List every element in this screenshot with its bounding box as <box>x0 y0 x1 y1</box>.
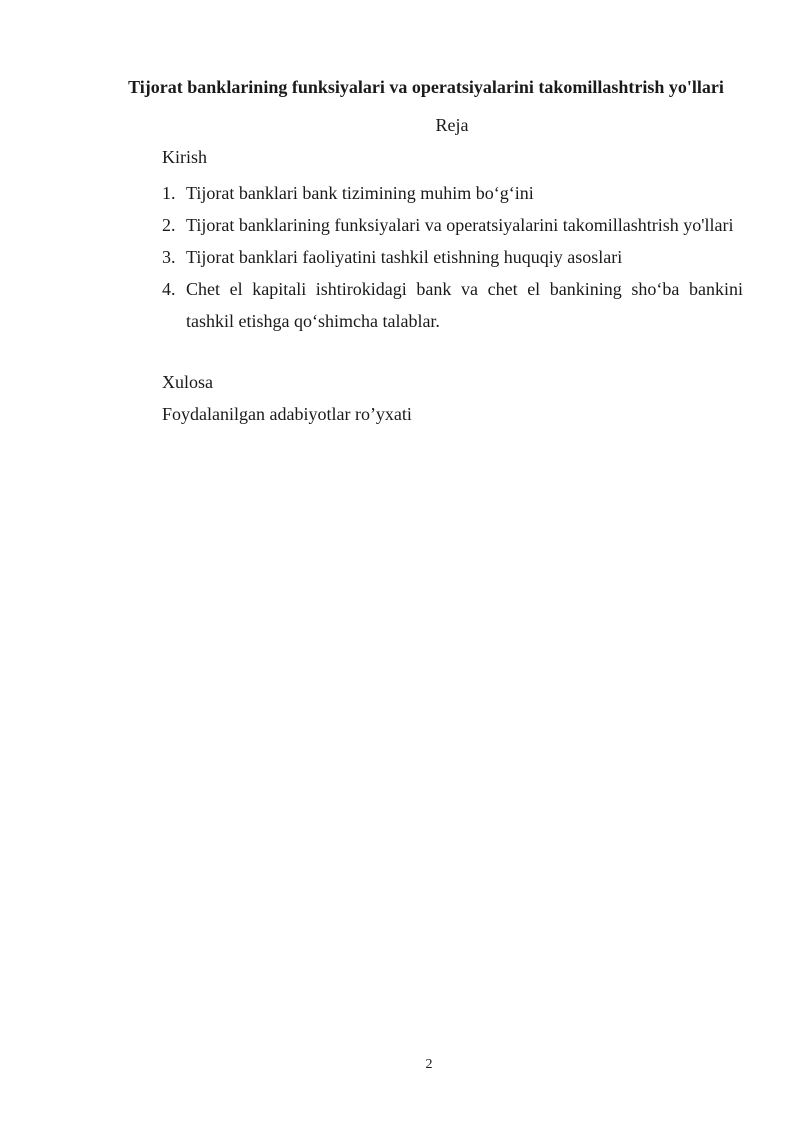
list-item-text: Chet el kapitali ishtirokidagi bank va chet el bankining sho‘ba bankini tashkil etishga qo‘shimcha talablar. <box>186 279 743 331</box>
list-item <box>162 177 743 209</box>
list-item <box>162 273 743 337</box>
list-item-number: 4. <box>162 279 176 299</box>
document-title: Tijorat banklarining funksiyalari va operatsiyalarini takomillashtrish yo'llari <box>128 77 724 97</box>
references-entry: Foydalanilgan adabiyotlar ro’yxati <box>162 404 412 424</box>
list-item-number: 3. <box>162 247 176 267</box>
list-item-number: 2. <box>162 215 176 235</box>
list-item-text: Tijorat banklari faoliyatini tashkil etishning huquqiy asoslari <box>186 247 623 267</box>
list-item-text: Tijorat banklarining funksiyalari va operatsiyalarini takomillashtrish yo'llari <box>186 215 734 235</box>
list-item <box>162 209 743 241</box>
page-number: 2 <box>425 1057 433 1072</box>
plan-heading: Reja <box>435 115 469 135</box>
intro-entry: Kirish <box>162 147 207 167</box>
plan-list <box>162 177 743 337</box>
list-item-text: Tijorat banklari bank tizimining muhim bo‘g‘ini <box>186 183 534 203</box>
list-item-number: 1. <box>162 183 176 203</box>
conclusion-entry: Xulosa <box>162 372 213 392</box>
list-item <box>162 241 743 273</box>
